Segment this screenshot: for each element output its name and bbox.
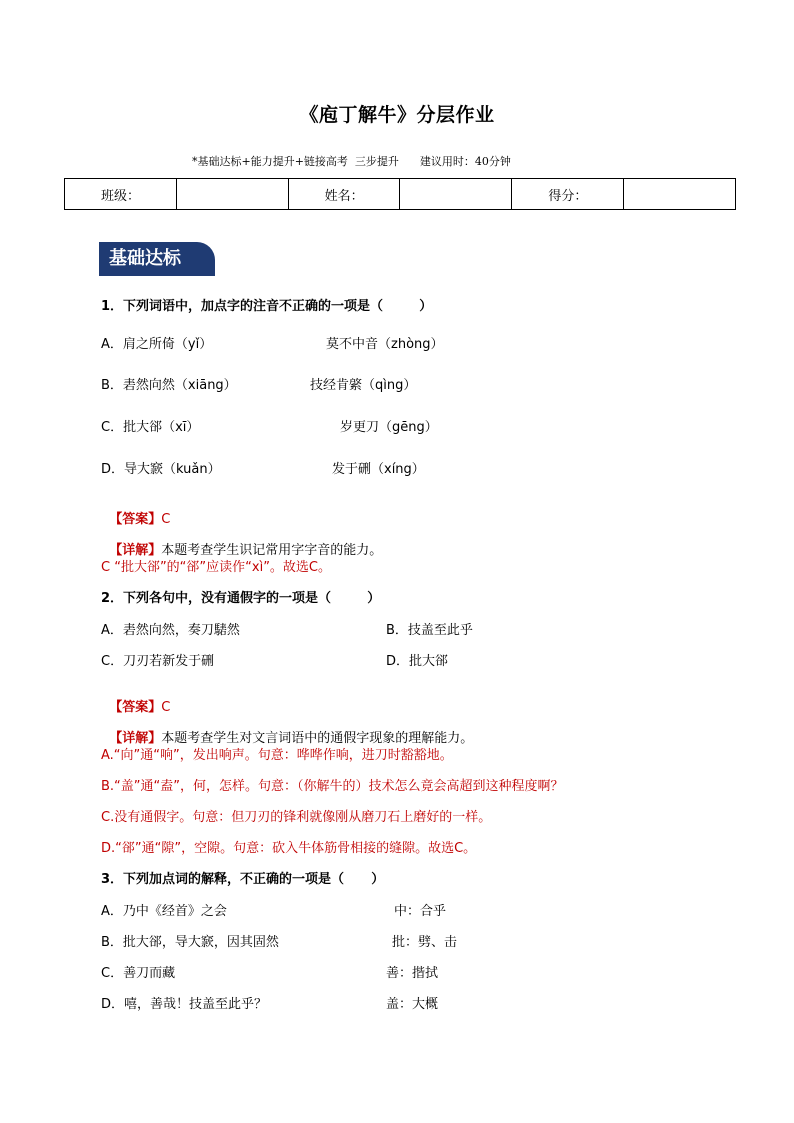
q1-detail bbox=[101, 524, 382, 558]
q1-option-c2: 岁更刀（gēng） bbox=[340, 420, 438, 435]
info-table bbox=[64, 178, 736, 210]
score-field[interactable] bbox=[624, 179, 736, 210]
detail-text: 本题考查学生识记常用字字音的能力。 bbox=[161, 543, 383, 558]
q1-option-d2: 发于硎（xíng） bbox=[332, 462, 425, 477]
q3-option-d2: 盖：大概 bbox=[386, 997, 439, 1012]
q2-option-b: B．技盖至此乎 bbox=[386, 623, 473, 638]
q3-option-b: B．批大郤，导大窾，因其固然 bbox=[101, 935, 279, 950]
q2-option-d: D．批大郤 bbox=[386, 654, 449, 669]
question-2-stem: 2．下列各句中，没有通假字的一项是（ ） bbox=[101, 591, 381, 606]
question-1-stem: 1．下列词语中，加点字的注音不正确的一项是（ ） bbox=[101, 299, 433, 314]
answer-value: C bbox=[161, 512, 171, 527]
q2-note-c: C.没有通假字。句意：但刀刃的锋利就像刚从磨刀石上磨好的一样。 bbox=[101, 810, 492, 825]
q1-answer bbox=[101, 493, 170, 527]
name-label: 姓名： bbox=[288, 179, 400, 210]
q1-option-a: A．肩之所倚（yǐ） bbox=[101, 337, 213, 352]
class-field[interactable] bbox=[176, 179, 288, 210]
answer-tag: 【答案】 bbox=[109, 512, 162, 527]
q3-option-c2: 善：揩拭 bbox=[386, 966, 439, 981]
q1-option-c: C．批大郤（xī） bbox=[101, 420, 200, 435]
class-label: 班级： bbox=[65, 179, 177, 210]
subtitle: *基础达标+能力提升+链接高考 三步提升 建议用时：40分钟 bbox=[192, 155, 511, 168]
q1-option-b2: 技经肯綮（qìng） bbox=[310, 378, 417, 393]
q2-option-c: C．刀刃若新发于硎 bbox=[101, 654, 215, 669]
name-field[interactable] bbox=[400, 179, 512, 210]
q2-answer bbox=[101, 681, 170, 715]
q2-note-b: B.“盖”通“盍”，何，怎样。句意：（你解牛的）技术怎么竟会高超到这种程度啊？ bbox=[101, 779, 564, 794]
question-3-stem: 3．下列加点词的解释，不正确的一项是（ ） bbox=[101, 872, 385, 887]
q3-option-b2: 批：劈、击 bbox=[392, 935, 458, 950]
q2-note-d: D.“郤”通“隙”，空隙。句意：砍入牛体筋骨相接的缝隙。故选C。 bbox=[101, 841, 477, 856]
score-label: 得分： bbox=[512, 179, 624, 210]
detail-text: 本题考查学生对文言词语中的通假字现象的理解能力。 bbox=[161, 731, 474, 746]
answer-tag: 【答案】 bbox=[109, 700, 162, 715]
section-banner: 基础达标 bbox=[99, 242, 215, 276]
q1-option-a2: 莫不中音（zhòng） bbox=[326, 337, 444, 352]
q2-note-a: A.“向”通“响”，发出响声。句意：哗哗作响，进刀时豁豁地。 bbox=[101, 748, 453, 763]
q1-option-d: D．导大窾（kuǎn） bbox=[101, 462, 221, 477]
q2-detail bbox=[101, 712, 473, 746]
page-title: 《庖丁解牛》分层作业 bbox=[299, 104, 495, 126]
q1-note: C “批大郤”的“郤”应读作“xì”。故选C。 bbox=[101, 560, 332, 575]
detail-tag: 【详解】 bbox=[109, 543, 162, 558]
q3-option-c: C．善刀而藏 bbox=[101, 966, 176, 981]
q2-option-a: A．砉然向然，奏刀騞然 bbox=[101, 623, 240, 638]
q3-option-a: A．乃中《经首》之会 bbox=[101, 904, 227, 919]
answer-value: C bbox=[161, 700, 171, 715]
detail-tag: 【详解】 bbox=[109, 731, 162, 746]
q1-option-b: B．砉然向然（xiāng） bbox=[101, 378, 237, 393]
q3-option-a2: 中：合乎 bbox=[394, 904, 447, 919]
q3-option-d: D．嘻，善哉！技盖至此乎？ bbox=[101, 997, 268, 1012]
